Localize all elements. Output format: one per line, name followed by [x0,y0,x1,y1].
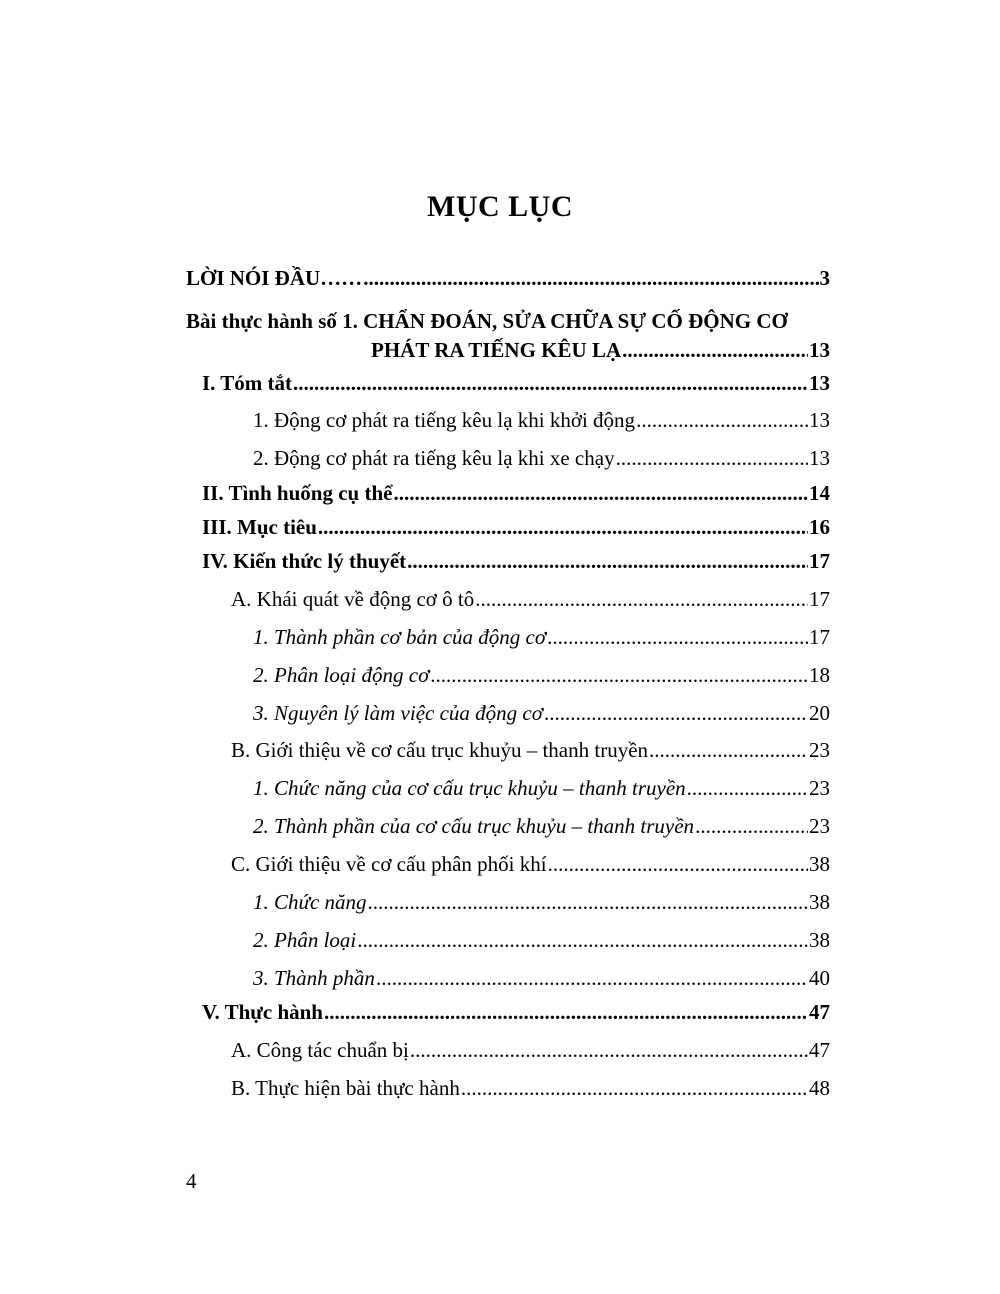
toc-page-number: 18 [809,663,830,687]
toc-page-number: 17 [809,549,830,573]
leader-dots [548,851,808,877]
leader-dots [616,445,808,471]
toc-entry-label: 2. Phân loại [253,928,357,952]
toc-page-number: 3 [819,266,830,290]
toc-page-number: 23 [809,776,830,800]
toc-entry-label: LỜI NÓI ĐẦU…… [186,266,363,290]
leader-dots [687,775,808,801]
toc-entry-section-4c-2[interactable] [253,927,830,953]
leader-dots [393,480,808,506]
toc-entry-label: V. Thực hành [202,1000,323,1024]
toc-entry-section-4a-3[interactable] [253,700,830,726]
page-title: MỤC LỤC [427,190,573,223]
toc-entry-section-1[interactable] [202,370,830,396]
leader-dots [324,999,808,1025]
toc-entry-label: A. Khái quát về động cơ ô tô [231,587,475,611]
toc-entry-label: 3. Thành phần [253,966,375,990]
toc-page-number: 17 [809,587,830,611]
toc-entry-section-4b-1[interactable] [253,775,830,801]
toc-entry-label: B. Thực hiện bài thực hành [231,1076,460,1100]
toc-entry-section-1-1[interactable] [253,407,830,433]
leader-dots [461,1075,808,1101]
page-footer-number: 4 [186,1169,197,1193]
toc-page-number: 38 [809,890,830,914]
toc-entry-section-1-2[interactable] [253,445,830,471]
toc-page-number: 40 [809,966,830,990]
leader-dots [363,265,818,291]
toc-page-number: 20 [809,701,830,725]
toc-page-number: 47 [809,1038,830,1062]
toc-page-number: 17 [809,625,830,649]
toc-page-number: 13 [809,408,830,432]
toc-entry-label: B. Giới thiệu về cơ cấu trục khuỷu – thanh truyền [231,738,649,762]
toc-page-number: 48 [809,1076,830,1100]
toc-entry-section-4c[interactable] [231,851,830,877]
toc-page-number: 16 [809,515,830,539]
toc-entry-preface[interactable] [186,265,830,291]
leader-dots [293,370,808,396]
toc-entry-section-5a[interactable] [231,1037,830,1063]
toc-entry-section-5b[interactable] [231,1075,830,1101]
toc-entry-section-4[interactable] [202,548,830,574]
leader-dots [622,337,808,363]
toc-entry-section-4a-1[interactable] [253,624,830,650]
toc-entry-label: 3. Nguyên lý làm việc của động cơ [253,701,543,725]
toc-page-number: 38 [809,928,830,952]
toc-entry-section-4b[interactable] [231,737,830,763]
leader-dots [430,662,808,688]
toc-entry-label: PHÁT RA TIẾNG KÊU LẠ [371,338,622,362]
toc-entry-label: II. Tình huống cụ thể [202,481,393,505]
toc-entry-section-2[interactable] [202,480,830,506]
toc-page-number: 38 [809,852,830,876]
toc-entry-label: 1. Chức năng [253,890,367,914]
toc-entry-section-4c-3[interactable] [253,965,830,991]
leader-dots [368,889,808,915]
leader-dots [410,1037,808,1063]
leader-dots [475,586,808,612]
toc-entry-label: 1. Động cơ phát ra tiếng kêu lạ khi khởi động [253,408,636,432]
toc-entry-section-4a[interactable] [231,586,830,612]
toc-page-number: 13 [809,338,830,362]
leader-dots [544,700,808,726]
toc-entry-label: III. Mục tiêu [202,515,317,539]
leader-dots [547,624,808,650]
leader-dots [318,514,808,540]
toc-entry-lesson1-title[interactable]: Bài thực hành số 1. CHẨN ĐOÁN, SỬA CHỮA SỰ CỐ ĐỘNG CƠ [186,309,788,333]
toc-entry-section-3[interactable] [202,514,830,540]
leader-dots [407,548,808,574]
toc-entry-section-5[interactable] [202,999,830,1025]
toc-entry-label: 2. Động cơ phát ra tiếng kêu lạ khi xe chạy [253,446,615,470]
toc-entry-label: I. Tóm tắt [202,371,293,395]
toc-entry-label: A. Công tác chuẩn bị [231,1038,409,1062]
toc-entry-section-4a-2[interactable] [253,662,830,688]
toc-entry-label: 2. Thành phần của cơ cấu trục khuỷu – thanh truyền [253,814,695,838]
toc-entry-label: 1. Chức năng của cơ cấu trục khuỷu – thanh truyền [253,776,686,800]
leader-dots [649,737,808,763]
toc-page-number: 13 [809,371,830,395]
toc-entry-section-4b-2[interactable] [253,813,830,839]
leader-dots [636,407,808,433]
toc-page-number: 23 [809,814,830,838]
toc-entry-section-4c-1[interactable] [253,889,830,915]
toc-entry-label: 2. Phân loại động cơ [253,663,430,687]
toc-page-number: 47 [809,1000,830,1024]
toc-page-number: 23 [809,738,830,762]
leader-dots [695,813,808,839]
toc-page-number: 14 [809,481,830,505]
toc-page-number: 13 [809,446,830,470]
toc-entry-lesson1[interactable] [371,337,830,363]
toc-entry-label: IV. Kiến thức lý thuyết [202,549,407,573]
leader-dots [357,927,808,953]
leader-dots [376,965,808,991]
toc-entry-label: 1. Thành phần cơ bản của động cơ [253,625,547,649]
toc-entry-label: C. Giới thiệu về cơ cấu phân phối khí [231,852,547,876]
